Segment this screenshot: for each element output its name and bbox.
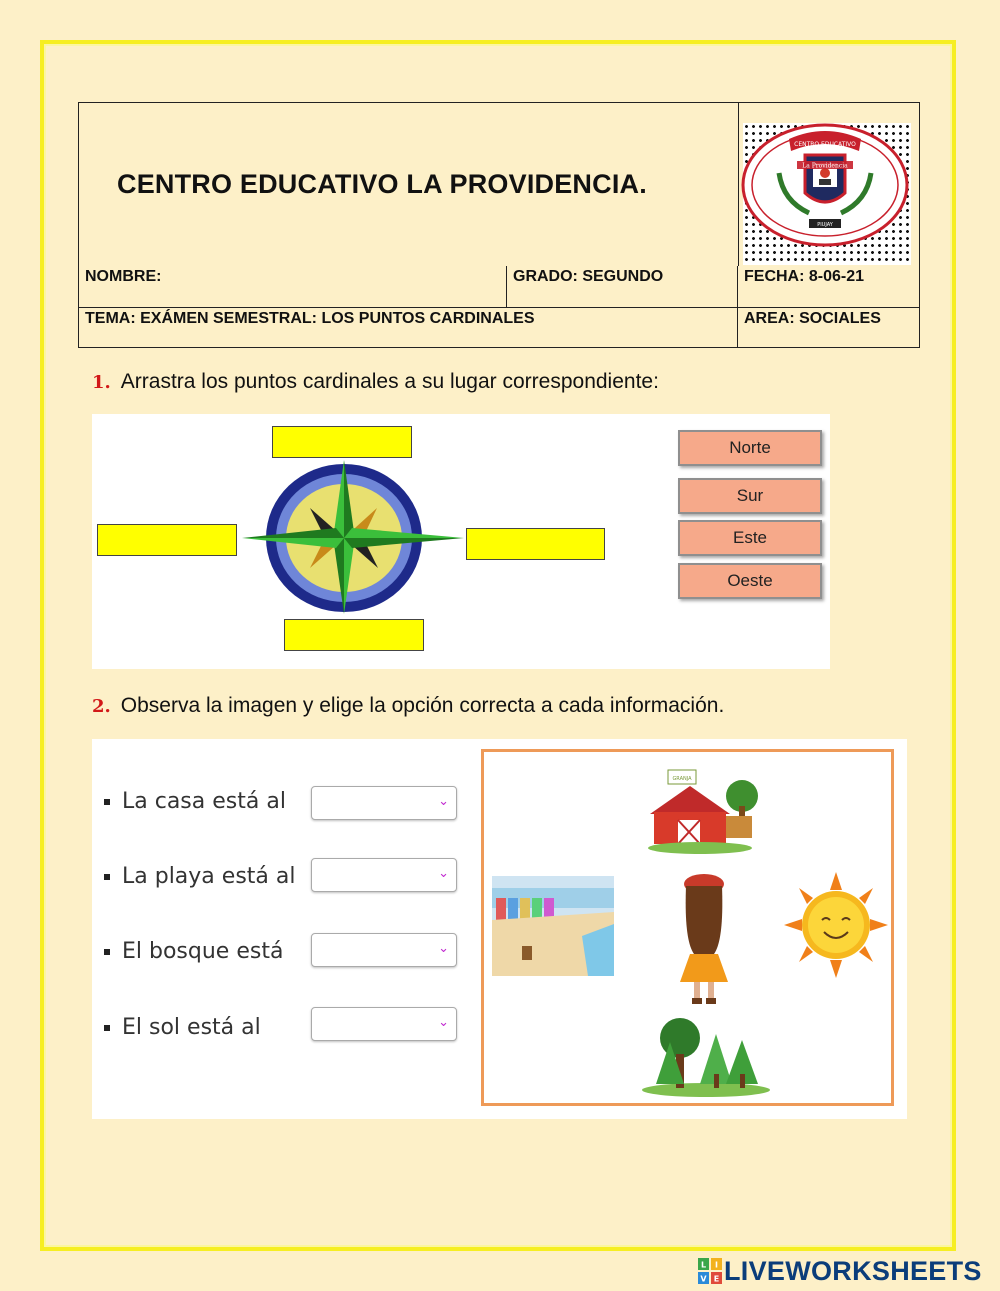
school-logo [739, 121, 919, 249]
girl-icon [674, 870, 734, 1010]
chevron-down-icon: ⌄ [438, 793, 449, 808]
tema-label: TEMA: EXÁMEN SEMESTRAL: LOS PUNTOS CARDINALES [85, 310, 535, 327]
svg-text:PIUJAY: PIUJAY [817, 222, 833, 228]
svg-text:La Providencia: La Providencia [802, 162, 848, 170]
svg-text:L: L [700, 1260, 707, 1270]
svg-text:V: V [700, 1274, 707, 1284]
bullet-icon [104, 949, 110, 955]
tema-cell [79, 308, 738, 347]
farm-house-icon [642, 766, 762, 861]
question-2-number: 2. [92, 696, 111, 717]
item-playa-label: La playa está al [122, 864, 296, 889]
svg-text:GRANJA: GRANJA [672, 776, 692, 782]
question-2 [92, 694, 724, 718]
drop-zone-south[interactable] [284, 619, 424, 651]
option-norte[interactable]: Norte [678, 430, 822, 466]
item-bosque-label: El bosque está [122, 939, 284, 964]
fecha-label: FECHA: 8-06-21 [744, 268, 865, 285]
chevron-down-icon: ⌄ [438, 865, 449, 880]
question-1 [92, 370, 659, 394]
chevron-down-icon: ⌄ [438, 1014, 449, 1029]
grado-label: GRADO: SEGUNDO [513, 268, 664, 285]
area-cell [738, 308, 919, 347]
item-casa-label: La casa está al [122, 789, 286, 814]
item-playa [104, 864, 295, 889]
bullet-icon [104, 1025, 110, 1031]
area-label: AREA: SOCIALES [744, 310, 881, 327]
brand-name: LIVEWORKSHEETS [724, 1255, 982, 1286]
svg-text:I: I [715, 1260, 718, 1270]
bullet-icon [104, 799, 110, 805]
option-oeste[interactable]: Oeste [678, 563, 822, 599]
svg-text:E: E [713, 1274, 720, 1284]
compass-activity [92, 414, 830, 669]
item-sol-label: El sol está al [122, 1015, 261, 1040]
beach-icon [492, 876, 614, 976]
forest-icon [640, 1014, 772, 1098]
nombre-cell [79, 266, 507, 308]
fecha-cell [738, 266, 919, 308]
bullet-icon [104, 874, 110, 880]
select-sol[interactable] [311, 1007, 457, 1041]
logo-cell [738, 103, 920, 266]
svg-text:CENTRO EDUCATIVO: CENTRO EDUCATIVO [794, 141, 856, 148]
select-bosque[interactable] [311, 933, 457, 967]
question-1-text: Arrastra los puntos cardinales a su lugar correspondiente: [120, 370, 659, 393]
nombre-label: NOMBRE: [85, 268, 162, 285]
map-scene [481, 749, 894, 1106]
header-table [78, 102, 920, 348]
question-1-number: 1. [92, 372, 111, 393]
grado-cell [507, 266, 738, 308]
item-bosque [104, 939, 283, 964]
school-title: CENTRO EDUCATIVO LA PROVIDENCIA. [117, 169, 647, 199]
direction-activity [92, 739, 907, 1119]
liveworksheets-logo [698, 1256, 982, 1286]
chevron-down-icon: ⌄ [438, 940, 449, 955]
drop-zone-north[interactable] [272, 426, 412, 458]
question-2-text: Observa la imagen y elige la opción correcta a cada información. [120, 694, 725, 717]
item-casa [104, 789, 286, 814]
select-playa[interactable] [311, 858, 457, 892]
drop-zone-west[interactable] [97, 524, 237, 556]
option-este[interactable]: Este [678, 520, 822, 556]
select-casa[interactable] [311, 786, 457, 820]
sun-icon [782, 870, 890, 980]
drop-zone-east[interactable] [466, 528, 605, 560]
brand-blocks-icon [698, 1258, 722, 1284]
item-sol [104, 1015, 261, 1040]
option-sur[interactable]: Sur [678, 478, 822, 514]
